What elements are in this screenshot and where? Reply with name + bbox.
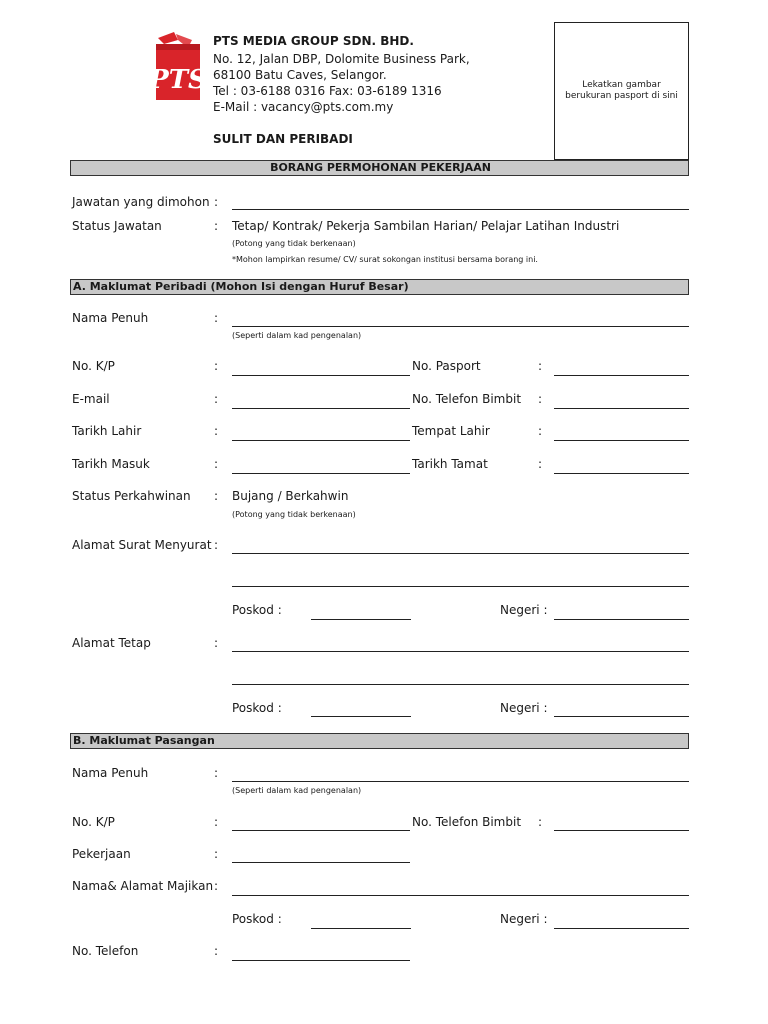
position-field[interactable] — [232, 209, 689, 210]
mailing-postcode-label: Poskod : — [232, 603, 282, 617]
dob-label: Tarikh Lahir — [72, 424, 142, 438]
colon: : — [538, 457, 543, 471]
spouse-state-field[interactable] — [554, 928, 689, 929]
spouse-mobile-label: No. Telefon Bimbit — [412, 815, 522, 829]
permanent-state-label: Negeri : — [500, 701, 548, 715]
colon: : — [214, 392, 219, 406]
employer-label: Nama& Alamat Majikan — [72, 879, 214, 893]
colon: : — [538, 359, 543, 373]
spouse-job-field[interactable] — [232, 862, 410, 863]
permanent-state-field[interactable] — [554, 716, 689, 717]
colon: : — [538, 815, 543, 829]
permanent-address-line2-field[interactable] — [232, 684, 689, 685]
company-address-line1: No. 12, Jalan DBP, Dolomite Business Park, — [213, 52, 470, 66]
colon: : — [214, 424, 219, 438]
passport-label: No. Pasport — [412, 359, 481, 373]
email-label: E-mail — [72, 392, 110, 406]
colon: : — [214, 219, 219, 233]
status-label: Status Jawatan — [72, 219, 162, 233]
mailing-postcode-field[interactable] — [311, 619, 411, 620]
mailing-state-field[interactable] — [554, 619, 689, 620]
marital-status-options[interactable]: Bujang / Berkahwin — [232, 489, 349, 503]
colon: : — [214, 311, 219, 325]
status-options[interactable]: Tetap/ Kontrak/ Pekerja Sambilan Harian/ Pelajar Latihan Industri — [232, 219, 620, 233]
mailing-address-label: Alamat Surat Menyurat — [72, 538, 212, 552]
permanent-postcode-label: Poskod : — [232, 701, 282, 715]
status-note: (Potong yang tidak berkenaan) — [232, 239, 356, 248]
company-name: PTS MEDIA GROUP SDN. BHD. — [213, 34, 414, 48]
start-date-label: Tarikh Masuk — [72, 457, 150, 471]
colon: : — [538, 424, 543, 438]
mailing-address-line1-field[interactable] — [232, 553, 689, 554]
ic-label: No. K/P — [72, 359, 115, 373]
spouse-state-label: Negeri : — [500, 912, 548, 926]
pob-label: Tempat Lahir — [412, 424, 490, 438]
colon: : — [214, 195, 219, 209]
permanent-address-line1-field[interactable] — [232, 651, 689, 652]
position-label: Jawatan yang dimohon — [72, 195, 210, 209]
spouse-phone-field[interactable] — [232, 960, 410, 961]
section-b-title: B. Maklumat Pasangan — [73, 734, 215, 747]
passport-photo-box[interactable] — [554, 22, 689, 160]
spouse-postcode-label: Poskod : — [232, 912, 282, 926]
permanent-postcode-field[interactable] — [311, 716, 411, 717]
end-date-field[interactable] — [554, 473, 689, 474]
logo-text: PTS — [149, 65, 207, 95]
colon: : — [214, 815, 219, 829]
colon: : — [214, 944, 219, 958]
colon: : — [214, 489, 219, 503]
spouse-name-note: (Seperti dalam kad pengenalan) — [232, 786, 362, 795]
form-title-bar — [70, 160, 689, 176]
marital-status-label: Status Perkahwinan — [72, 489, 191, 503]
mailing-address-line2-field[interactable] — [232, 586, 689, 587]
pob-field[interactable] — [554, 440, 689, 441]
colon: : — [214, 879, 219, 893]
end-date-label: Tarikh Tamat — [412, 457, 488, 471]
marital-status-note: (Potong yang tidak berkenaan) — [232, 510, 356, 519]
colon: : — [214, 457, 219, 471]
form-title: BORANG PERMOHONAN PEKERJAAN — [270, 161, 491, 174]
colon: : — [214, 538, 219, 552]
company-phone-fax: Tel : 03-6188 0316 Fax: 03-6189 1316 — [213, 84, 442, 98]
spouse-job-label: Pekerjaan — [72, 847, 131, 861]
colon: : — [214, 847, 219, 861]
section-b-bar — [70, 733, 689, 749]
confidential-label: SULIT DAN PERIBADI — [213, 132, 353, 146]
full-name-note: (Seperti dalam kad pengenalan) — [232, 331, 362, 340]
email-field[interactable] — [232, 408, 410, 409]
start-date-field[interactable] — [232, 473, 410, 474]
passport-photo-instruction: Lekatkan gambar berukuran pasport di sini — [565, 80, 678, 101]
colon: : — [214, 359, 219, 373]
spouse-mobile-field[interactable] — [554, 830, 689, 831]
company-email: E-Mail : vacancy@pts.com.my — [213, 100, 394, 114]
colon: : — [214, 766, 219, 780]
full-name-label: Nama Penuh — [72, 311, 149, 325]
employer-field[interactable] — [232, 895, 689, 896]
section-a-title: A. Maklumat Peribadi (Mohon Isi dengan Huruf Besar) — [73, 280, 409, 293]
dob-field[interactable] — [232, 440, 410, 441]
colon: : — [538, 392, 543, 406]
spouse-phone-label: No. Telefon — [72, 944, 139, 958]
passport-field[interactable] — [554, 375, 689, 376]
colon: : — [214, 636, 219, 650]
ic-field[interactable] — [232, 375, 410, 376]
mobile-label: No. Telefon Bimbit — [412, 392, 522, 406]
spouse-full-name-field[interactable] — [232, 781, 689, 782]
section-a-bar — [70, 279, 689, 295]
full-name-field[interactable] — [232, 326, 689, 327]
spouse-full-name-label: Nama Penuh — [72, 766, 149, 780]
mailing-state-label: Negeri : — [500, 603, 548, 617]
attachment-note: *Mohon lampirkan resume/ CV/ surat sokongan institusi bersama borang ini. — [232, 255, 538, 264]
company-address-line2: 68100 Batu Caves, Selangor. — [213, 68, 387, 82]
pts-logo — [149, 30, 207, 102]
spouse-ic-label: No. K/P — [72, 815, 115, 829]
permanent-address-label: Alamat Tetap — [72, 636, 151, 650]
mobile-field[interactable] — [554, 408, 689, 409]
spouse-postcode-field[interactable] — [311, 928, 411, 929]
spouse-ic-field[interactable] — [232, 830, 410, 831]
